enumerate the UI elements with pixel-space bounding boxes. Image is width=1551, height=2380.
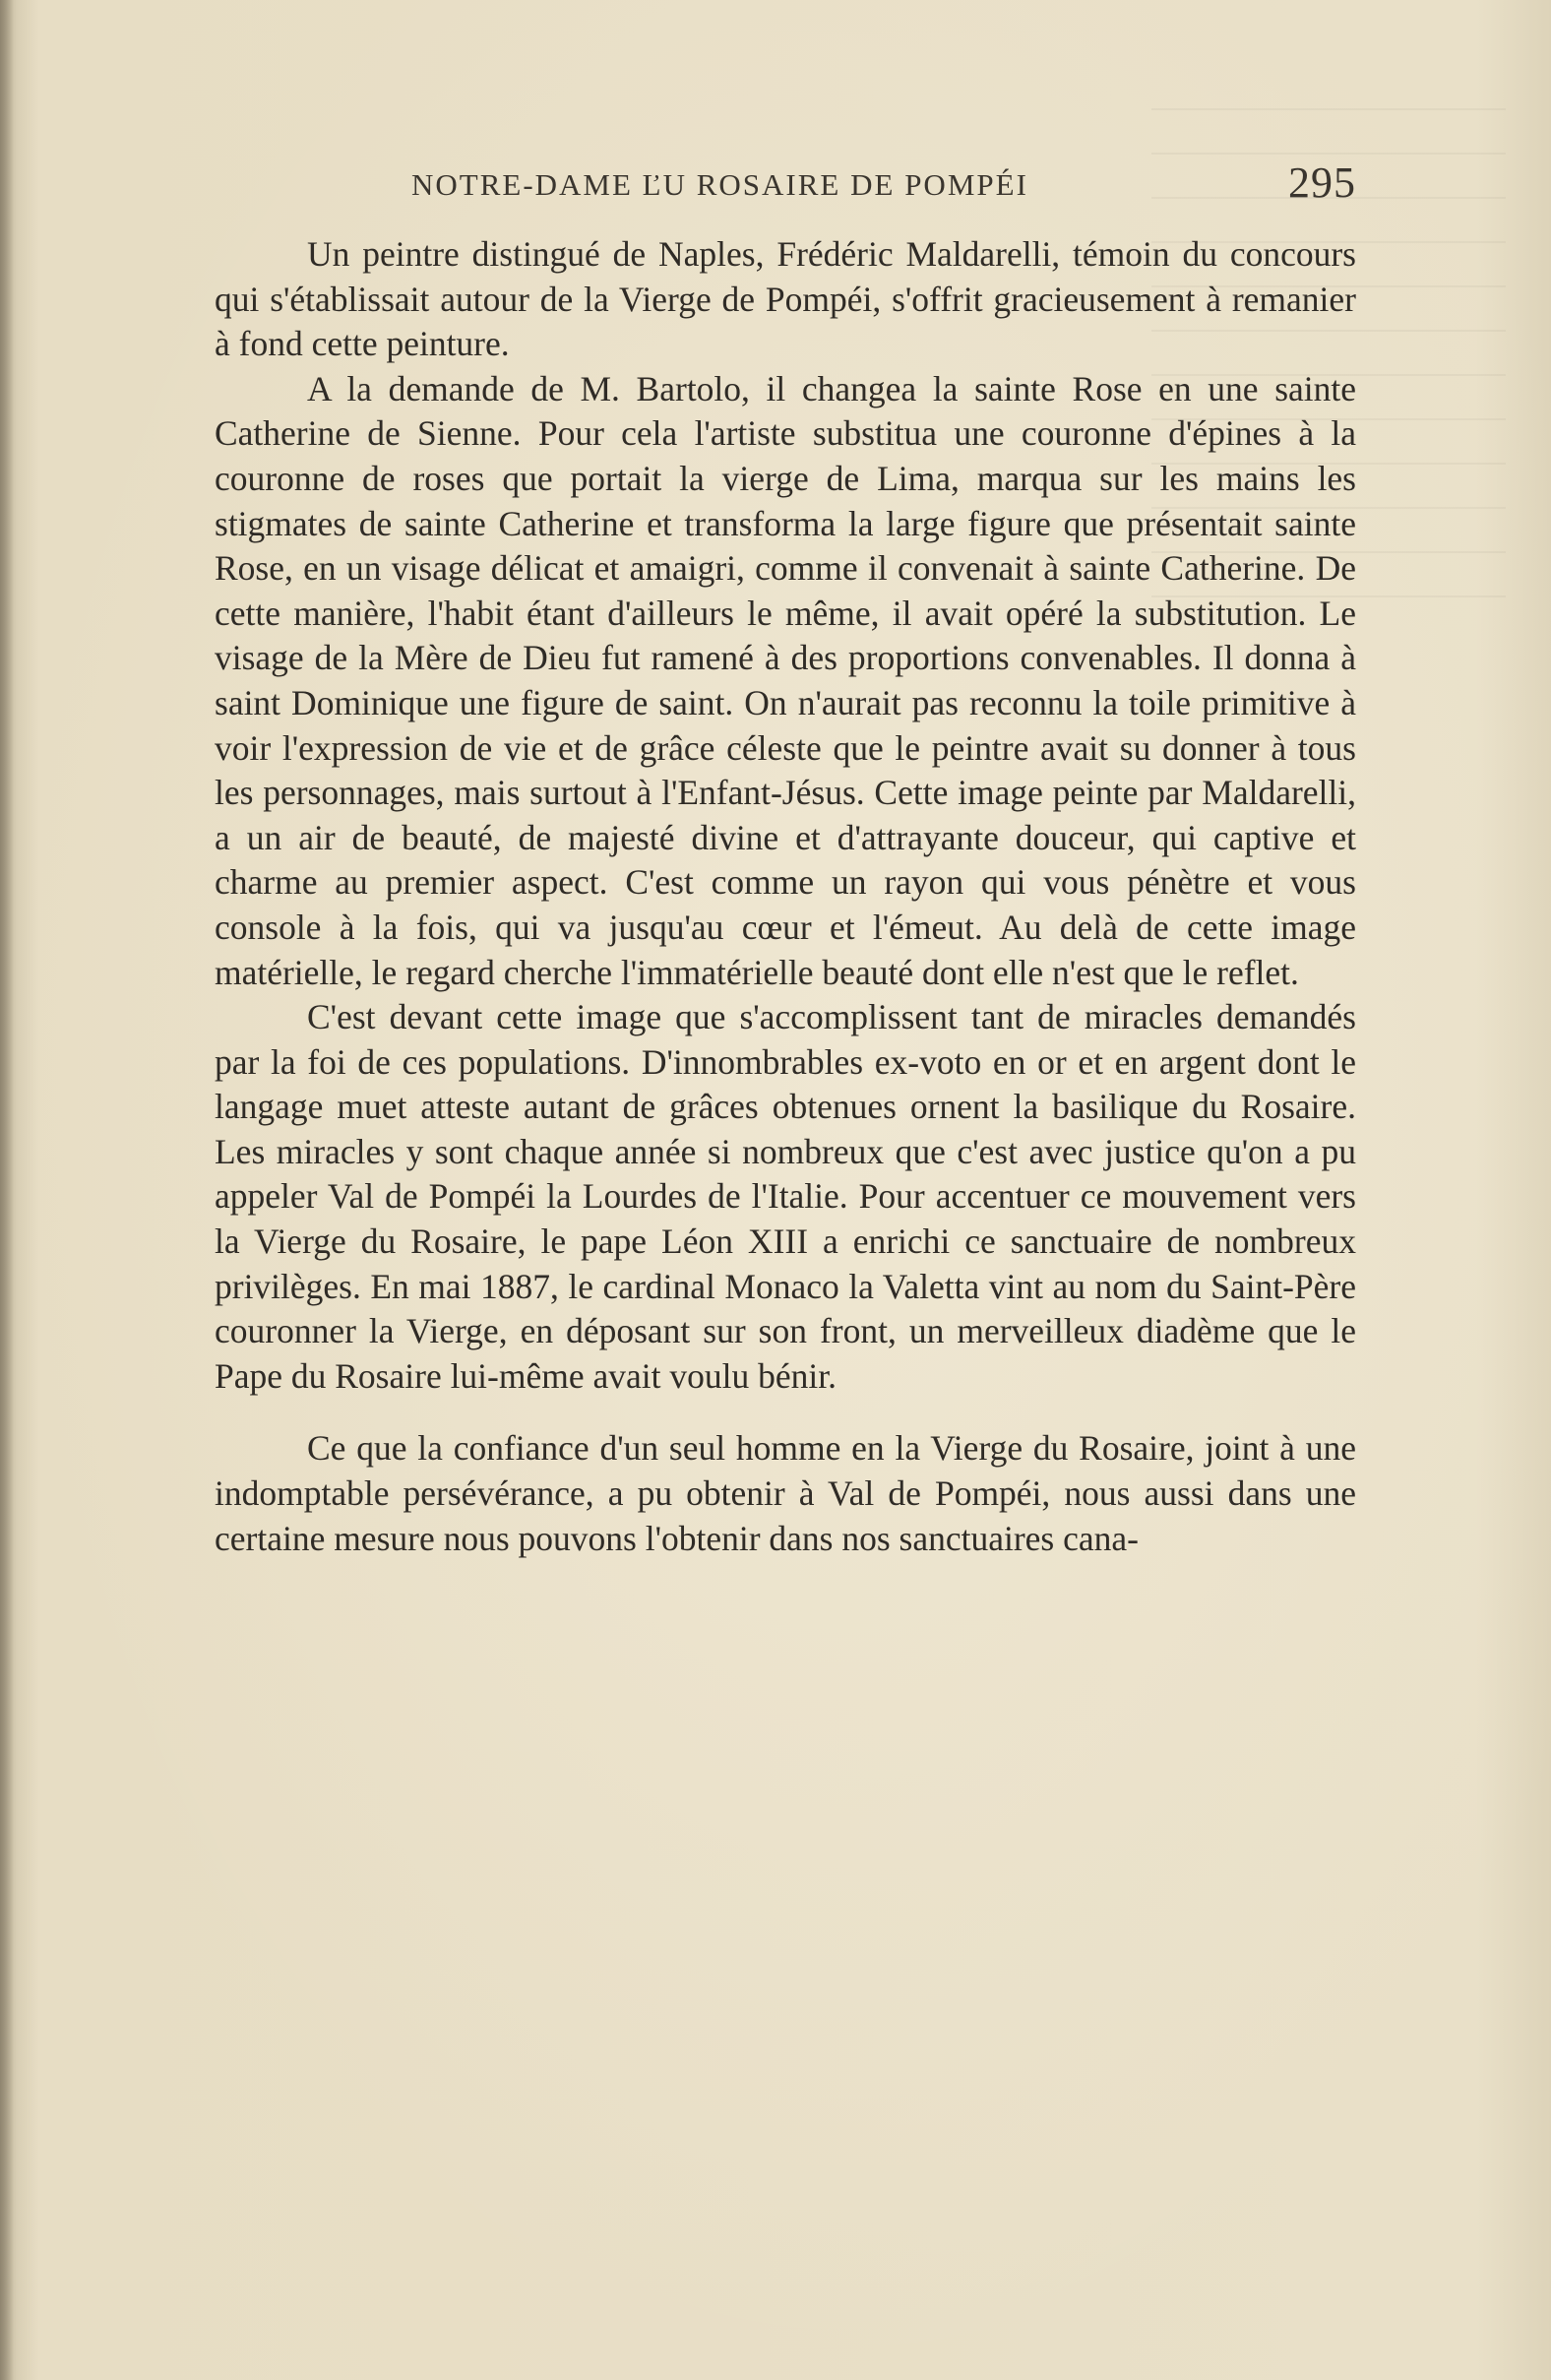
body-text xyxy=(215,232,1356,1561)
page-header xyxy=(215,157,1356,217)
paragraph-1: Un peintre distingué de Naples, Frédéric Maldarelli, témoin du concours qui s'établissait autour de la Vierge de Pompéi, s'offrit gracieusement à remanier à fond cette peinture. xyxy=(215,234,1356,364)
paragraph-3: C'est devant cette image que s'accomplissent tant de miracles demandés par la foi de ces populations. D'innombrables ex-voto en or et en argent dont le langage muet atteste autant de grâces obtenues ornent la basilique du Rosaire. Les miracles y sont chaque année si nombreux que c'est avec justice qu'on a pu appeler Val de Pompéi la Lourdes de l'Italie. Pour accentuer ce mouvement vers la Vierge du Rosaire, le pape Léon XIII a enrichi ce sanctuaire de nombreux privilèges. En mai 1887, le cardinal Monaco la Valetta vint au nom du Saint-Père couronner la Vierge, en déposant sur son front, un merveilleux diadème que le Pape du Rosaire lui-même avait voulu bénir. xyxy=(215,997,1356,1396)
running-head: NOTRE-DAME ĽU ROSAIRE DE POMPÉI xyxy=(411,167,1028,202)
page-number: 295 xyxy=(1288,158,1356,207)
binding-shadow xyxy=(0,0,14,2380)
paragraph-2: A la demande de M. Bartolo, il changea la sainte Rose en une sainte Catherine de Sienne. Pour cela l'artiste substitua une couronne d'épines à la couronne de roses que portait la vierge de Lima, marqua sur les mains les stigmates de sainte Catherine et transforma la large figure que présentait sainte Rose, en un visage délicat et amaigri, comme il convenait à sainte Catherine. De cette manière, l'habit étant d'ailleurs le même, il avait opéré la substitution. Le visage de la Mère de Dieu fut ramené à des proportions convenables. Il donna à saint Dominique une figure de saint. On n'aurait pas reconnu la toile primitive à voir l'expression de vie et de grâce céleste que le peintre avait su donner à tous les personnages, mais surtout à l'Enfant-Jésus. Cette image peinte par Maldarelli, a un air de beauté, de majesté divine et d'attrayante douceur, qui captive et charme au premier aspect. C'est comme un rayon qui vous pénètre et vous console à la fois, qui va jusqu'au cœur et l'émeut. Au delà de cette image matérielle, le regard cherche l'immatérielle beauté dont elle n'est que le reflet. xyxy=(215,368,1356,992)
paragraph-4: Ce que la confiance d'un seul homme en la Vierge du Rosaire, joint à une indomptable persévérance, a pu obtenir à Val de Pompéi, nous aussi dans une certaine mesure nous pouvons l'obtenir dans nos sanctuaires cana- xyxy=(215,1428,1356,1558)
